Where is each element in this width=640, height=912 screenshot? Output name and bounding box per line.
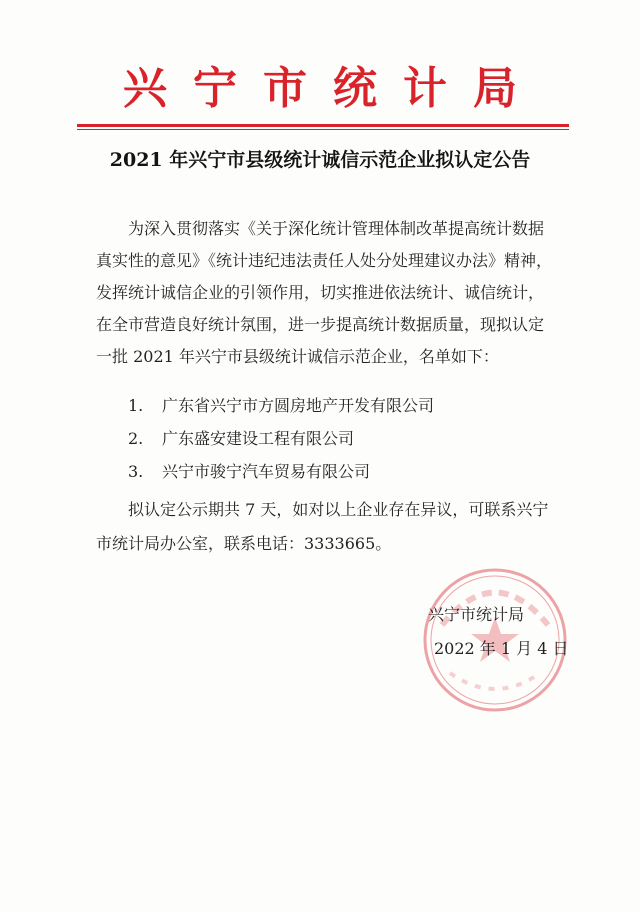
closing-line: 市统计局办公室，联系电话：3333665。 — [96, 534, 392, 553]
list-item — [128, 455, 434, 488]
company-name: 广东省兴宁市方圆房地产开发有限公司 — [162, 396, 435, 415]
intro-paragraph — [96, 213, 572, 373]
intro-line: 为深入贯彻落实《关于深化统计管理体制改革提高统计数据 — [128, 219, 545, 238]
list-number: 3. — [128, 462, 144, 481]
issue-date: 2022 年 1 月 4 日 — [434, 639, 569, 658]
notice-title: 2021 年兴宁市县级统计诚信示范企业拟认定公告 — [109, 149, 531, 171]
company-name: 广东盛安建设工程有限公司 — [162, 429, 355, 448]
list-number: 1. — [128, 396, 144, 415]
intro-line: 一批 2021 年兴宁市县级统计诚信示范企业，名单如下： — [96, 347, 499, 366]
company-name: 兴宁市骏宁汽车贸易有限公司 — [162, 462, 371, 481]
closing-paragraph — [96, 493, 548, 561]
list-number: 2. — [128, 429, 144, 448]
agency-header: 兴宁市统计局 — [123, 63, 543, 114]
list-item — [128, 389, 434, 422]
intro-line: 在全市营造良好统计氛围，进一步提高统计数据质量，现拟认定 — [96, 315, 545, 334]
issuer-name: 兴宁市统计局 — [428, 605, 525, 624]
header-rule-thin — [77, 129, 569, 130]
signature-block — [428, 598, 569, 666]
header-rule-thick — [77, 124, 569, 127]
intro-line: 发挥统计诚信企业的引领作用，切实推进依法统计、诚信统计， — [96, 283, 545, 302]
company-list — [128, 389, 434, 488]
list-item — [128, 422, 434, 455]
closing-line: 拟认定公示期共 7 天，如对以上企业存在异议，可联系兴宁 — [128, 500, 549, 519]
intro-line: 真实性的意见》《统计违纪违法责任人处分处理建议办法》精神， — [96, 251, 553, 270]
